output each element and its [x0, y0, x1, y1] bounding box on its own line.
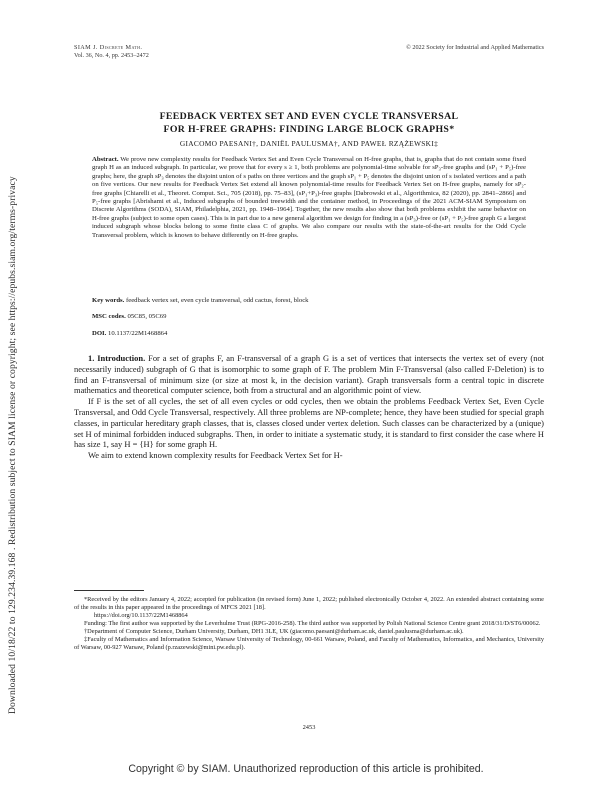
doi-line-text[interactable]: 10.1137/22M1468864 — [107, 330, 168, 337]
abstract — [92, 156, 526, 240]
author-list: GIACOMO PAESANI†, DANIËL PAULUSMA†, AND PAWEŁ RZĄŻEWSKI‡ — [179, 139, 439, 148]
journal-name: SIAM J. Discrete Math. — [74, 44, 143, 51]
paragraph-1: For a set of graphs F, an F-transversal of a graph G is a set of vertices that intersects the vertex set of every (not necessarily induced) subgraph of G that is isomorphic to some graph of F. The problem Min F-Transversal (also called F-Deletion) is to find an F-transversal of minimum size (or size at most k, in the decision variant). Graph transversals form a central topic in discrete mathematics and theoretical computer science, both from a structural and an algorithmic point of view. — [74, 353, 545, 396]
footnote-doi-link[interactable]: https://doi.org/10.1137/22M1468864 — [94, 611, 188, 619]
paper-title — [74, 111, 544, 136]
doi-line — [92, 330, 167, 338]
section-heading: 1. Introduction. — [88, 353, 146, 363]
title-line-1: FEEDBACK VERTEX SET AND EVEN CYCLE TRANSVERSAL — [159, 111, 459, 122]
msc-codes-label: MSC codes. — [92, 313, 128, 320]
footnote-rule — [74, 590, 144, 591]
paragraph-2: If F is the set of all cycles, the set of all even cycles or odd cycles, then we obtain the problems Feedback Vertex Set, Even Cycle Transversal, and Odd Cycle Transversal, respectively. All three problems are NP-complete; hence, they have been studied for special graph classes, in particular hereditary graph classes, that is, classes closed under vertex deletion. Such classes can be characterized by a (unique) set H of minimal forbidden induced subgraphs. Then, in order to initiate a systematic study, it is standard to first consider the case where H has size 1, say H = {H} for some graph H. — [74, 396, 544, 450]
keywords — [92, 297, 309, 305]
msc-codes-text: 05C85, 05C69 — [127, 313, 167, 320]
footnote-affiliation-durham: †Department of Computer Science, Durham University, Durham, DH1 3LE, UK (giacomo.paesani@durham.ac.uk, daniel.paulusma@durham.ac.uk). — [84, 627, 464, 635]
abstract-label: Abstract. — [92, 156, 119, 163]
journal-copyright: © 2022 Society for Industrial and Applied Mathematics — [406, 44, 544, 51]
journal-volume: Vol. 36, No. 4, pp. 2453–2472 — [74, 52, 149, 60]
footnote-affiliation-warsaw: ‡Faculty of Mathematics and Information Science, Warsaw University of Technology, 00-661 Warsaw, Poland, and Faculty of Mathematics, Informatics, and Mechanics, University of Warsaw, 00-927 Warsaw, Poland (p.rzazewski@mini.pw.edu.pl). — [74, 635, 544, 651]
footnote-received: *Received by the editors January 4, 2022; accepted for publication (in revised form) June 1, 2022; published electronically October 4, 2022. An extended abstract containing some of the results in this paper appeared in the proceedings of MFCS 2021 [18]. — [74, 596, 544, 611]
paragraph-3: We aim to extend known complexity results for Feedback Vertex Set for H- — [88, 450, 343, 461]
msc-codes — [92, 313, 167, 321]
keywords-label: Key words. — [92, 297, 125, 304]
title-line-2: FOR H-FREE GRAPHS: FINDING LARGE BLOCK GRAPHS* — [163, 123, 455, 135]
download-watermark: Downloaded 10/18/22 to 129.234.39.168 . Redistribution subject to SIAM license or copyright; see https://epubs.siam.org/terms-privacy — [7, 176, 18, 714]
footnote-funding: Funding: The first author was supported by the Leverhulme Trust (RPG-2016-258). The third author was supported by Polish National Science Centre grant 2018/31/D/ST6/00062. — [84, 619, 541, 627]
footnotes — [74, 596, 544, 652]
introduction-section — [74, 353, 544, 461]
keywords-text: feedback vertex set, even cycle transversal, odd cactus, forest, block — [126, 297, 309, 304]
bottom-copyright: Copyright © by SIAM. Unauthorized reproduction of this article is prohibited. — [128, 763, 484, 775]
doi-line-label: DOI. — [92, 330, 108, 337]
abstract-text: We prove new complexity results for Feedback Vertex Set and Even Cycle Transversal on H-free graphs, that is, graphs that do not contain some fixed graph H as an induced subgraph. In particular, we prove that for every s ≥ 1, both problems are polynomial-time solvable for sP₃-free graphs and (sP₁ + P₅)-free graphs; here, the graph sP₃ denotes the disjoint union of s paths on three vertices and the graph sP₁ + P₅ denotes the disjoint union of s isolated vertices and a path on five vertices. Our new results for Feedback Vertex Set extend all known polynomial-time results for Feedback Vertex Set on H-free graphs, namely for sP₂-free graphs [Chiarelli et al., Theoret. Comput. Sci., 705 (2018), pp. 75–83], (sP₁+P₃)-free graphs [Dabrowski et al., Algorithmica, 82 (2020), pp. 2841–2866] and P₅-free graphs [Abrishami et al., Induced subgraphs of bounded treewidth and the container method, in Proceedings of the 2021 ACM-SIAM Symposium on Discrete Algorithms (SODA), SIAM, Philadelphia, 2021, pp. 1948–1964]. Together, the new results also show that both problems exhibit the same behavior on H-free graphs (subject to some open cases). This is in part due to a new general algorithm we design for finding in a (sP₃)-free or (sP₁ + P₅)-free graph G a largest induced subgraph whose blocks belong to some finite class C of graphs. We also compare our results with the state-of-the-art results for the Odd Cycle Transversal problem, which is known to behave differently on H-free graphs. — [92, 156, 526, 239]
page-number: 2453 — [302, 724, 316, 731]
journal-info — [74, 44, 149, 61]
